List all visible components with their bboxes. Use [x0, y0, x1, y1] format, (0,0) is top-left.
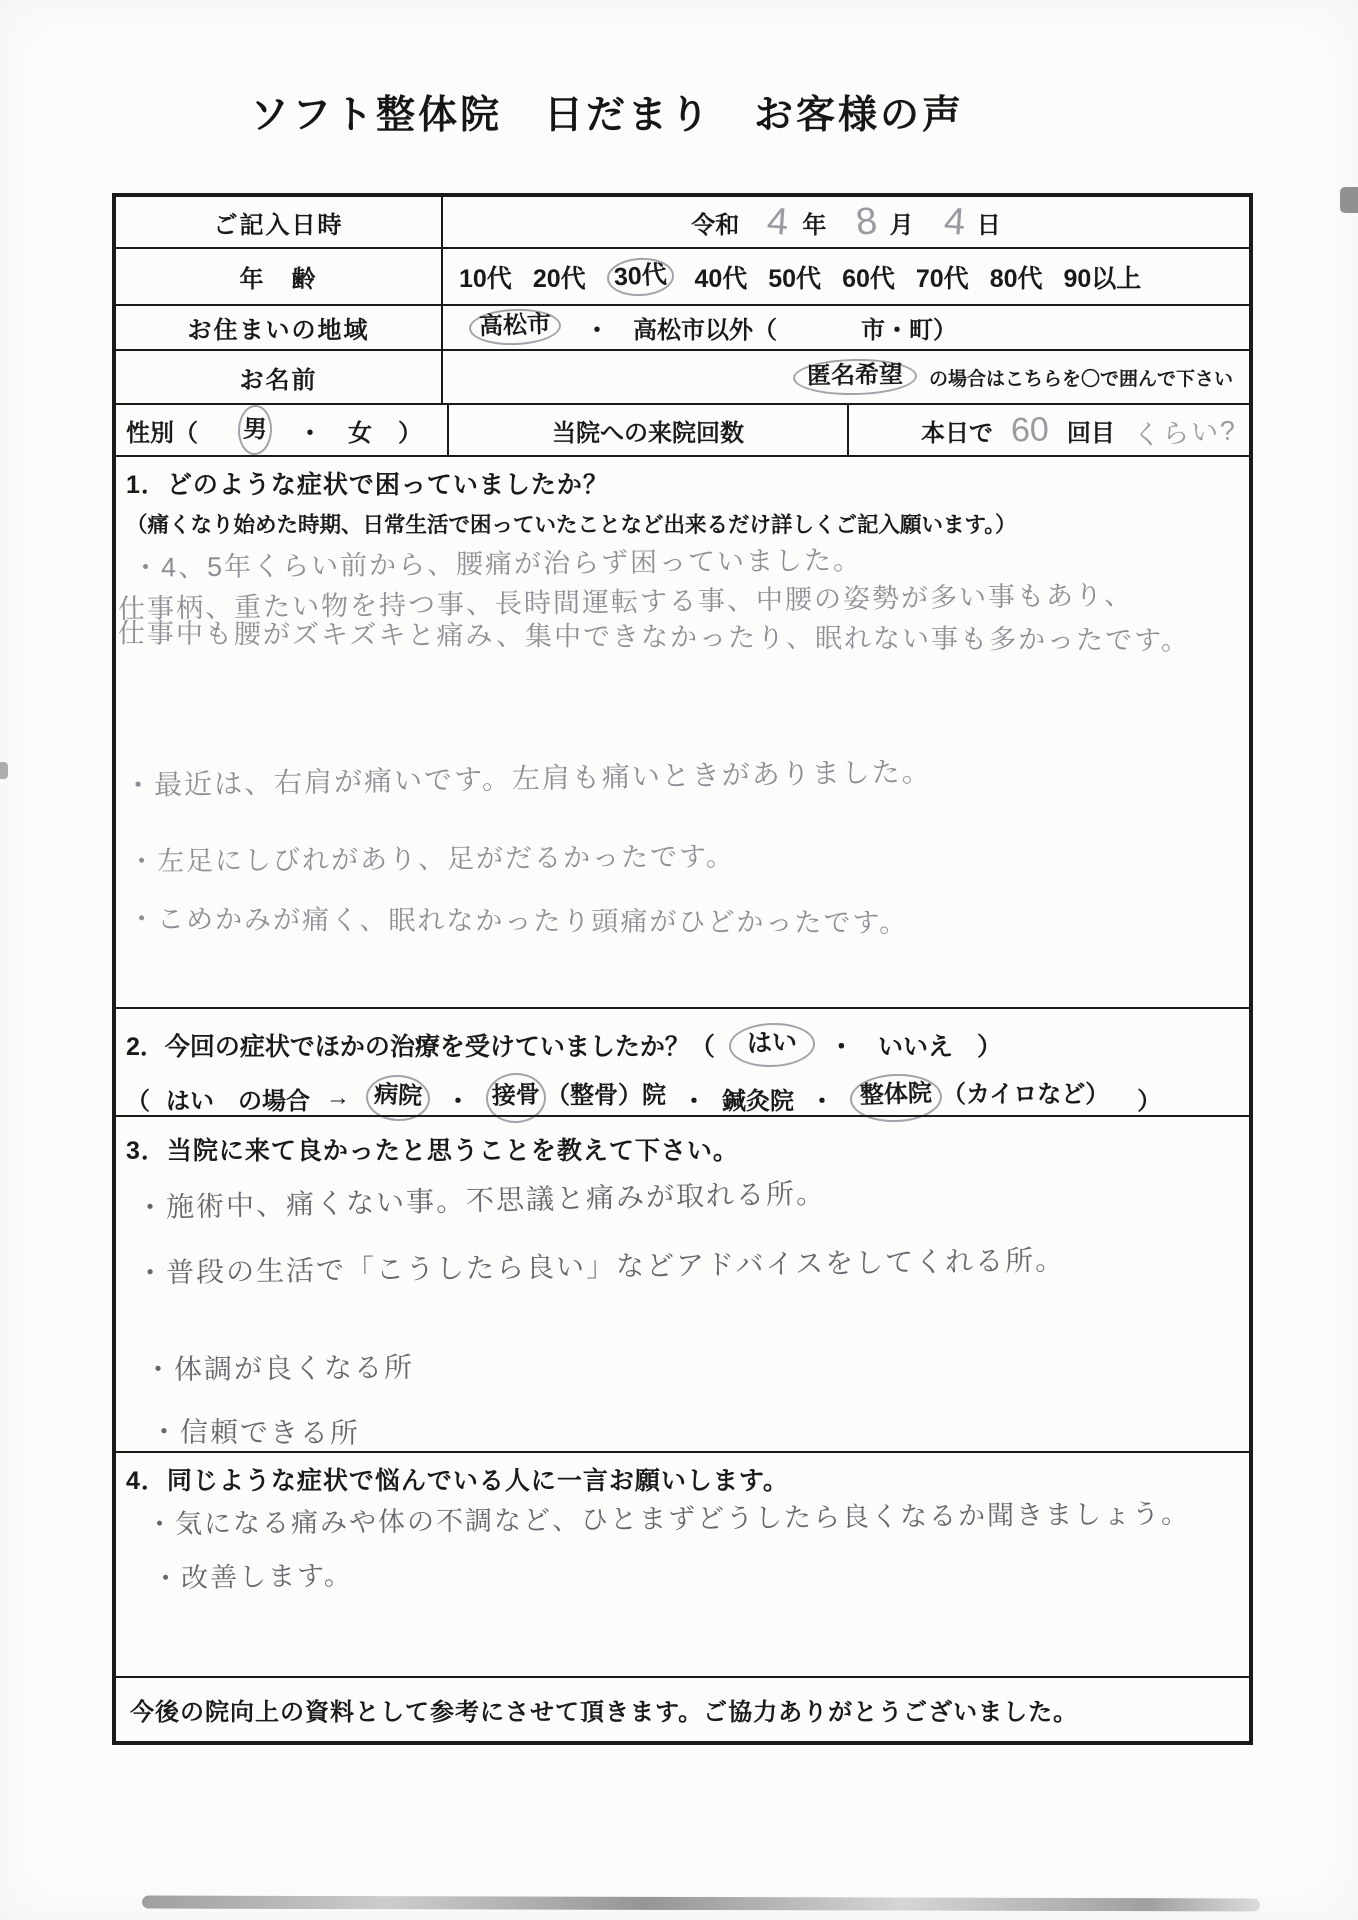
scan-edge-artifact: [1340, 187, 1358, 213]
gender-option-female: 女: [348, 419, 372, 447]
visits-prefix: 本日で: [921, 419, 993, 447]
q2-close: ）: [976, 1032, 1002, 1061]
q3-answer-line: ・信頼できる所: [149, 1416, 361, 1449]
row-date: [116, 197, 1249, 247]
month-value-handwritten: 8: [854, 199, 880, 244]
scan-edge-artifact: [0, 762, 8, 779]
age-option: 40代: [694, 264, 748, 293]
footer-note: 今後の院向上の資料として参考にさせて頂きます。ご協力ありがとうございました。: [130, 1699, 1079, 1726]
age-options: [443, 249, 1249, 304]
visits-unit: 回目: [1066, 419, 1115, 447]
gender-selected-circle: [237, 404, 273, 456]
q2-dot: ・: [828, 1032, 854, 1061]
area-dot: ・: [585, 317, 609, 344]
month-unit: 月: [889, 211, 914, 239]
feedback-table: [112, 193, 1253, 1745]
q2-sub-cond: はい の場合: [166, 1087, 310, 1115]
area-option-out-city: 高松市以外（: [633, 317, 777, 344]
row-name: [116, 349, 1249, 403]
age-option: 90以上: [1063, 264, 1142, 293]
age-option: 30代: [612, 260, 668, 292]
q2-bonesetter-tail: （整骨）院: [546, 1082, 666, 1109]
footer-row: [116, 1676, 1249, 1741]
date-value: [443, 197, 1249, 247]
age-option: 20代: [532, 264, 586, 293]
row-area: [116, 304, 1249, 349]
section-q3: [116, 1115, 1249, 1451]
q2-option-bonesetter: 接骨: [491, 1081, 541, 1110]
age-option: 10代: [459, 264, 512, 293]
section-q2: [116, 1007, 1249, 1115]
visits-value-cell: [849, 405, 1249, 455]
gender-field: [116, 405, 449, 455]
visits-count-handwritten: 60: [1010, 409, 1050, 450]
age-option: 80代: [989, 264, 1043, 293]
visits-label: 当院への来院回数: [552, 419, 744, 447]
q1-subtitle: （痛くなり始めた時期、日常生活で困っていたことなど出来るだけ詳しくご記入願います。）: [126, 513, 1017, 537]
date-label: ご記入日時: [116, 197, 443, 247]
day-value-handwritten: 4: [942, 199, 967, 244]
area-option-out-city-close: 市・町）: [861, 317, 957, 344]
q2-d3: ・: [810, 1087, 834, 1115]
row-gender-visits: [116, 403, 1249, 455]
visits-approx-handwritten: くらい?: [1132, 414, 1238, 451]
q2-option-seitai: 整体院: [859, 1079, 933, 1110]
page-title: ソフト整体院 日だまり お客様の声: [250, 94, 965, 137]
q3-answer-line: ・普段の生活で「こうしたら良い」などアドバイスをしてくれる所。: [135, 1244, 1066, 1289]
q1-answer-line: 仕事中も腰がズキズキと痛み、集中できなかったり、眠れない事も多かったです。: [117, 618, 1190, 656]
section-q1: [116, 455, 1249, 1007]
q1-answer-line: ・左足にしびれがあり、足がだるかったです。: [127, 841, 735, 877]
age-label: 年 齢: [116, 249, 443, 304]
q2-line1: [126, 1023, 1002, 1067]
q2-yes-selected-circle: [728, 1022, 815, 1068]
q2-sub-open: （: [126, 1087, 150, 1115]
visits-label-cell: [449, 405, 849, 455]
name-value: [443, 351, 1249, 403]
q1-answer-line: ・こめかみが痛く、眠れなかったり頭痛がひどかったです。: [127, 903, 909, 939]
section-q4: [116, 1451, 1249, 1676]
anonymous-option: 匿名希望: [806, 360, 904, 390]
q1-title: 1．どのような症状で困っていましたか？: [126, 471, 609, 499]
age-option: 50代: [768, 264, 822, 293]
q2-seitai-tail: （カイロなど）: [942, 1081, 1110, 1108]
age-option-selected-circle: [606, 256, 675, 297]
q4-answer-line: ・気になる痛みや体の不調など、ひとまずどうしたら良くなるか聞きましょう。: [145, 1498, 1191, 1540]
q4-title: 4．同じような症状で悩んでいる人に一言お願いします。: [126, 1467, 789, 1495]
q3-answer-line: ・施術中、痛くない事。不思議と痛みが取れる所。: [135, 1177, 827, 1224]
q4-answer-line: ・改善します。: [151, 1560, 354, 1594]
year-unit: 年: [802, 211, 827, 239]
q2-option-acupuncture: 鍼灸院: [722, 1087, 794, 1115]
gender-label-close: ）: [398, 419, 422, 447]
name-label: お名前: [116, 351, 443, 403]
q3-title: 3．当院に来て良かったと思うことを教えて下さい。: [126, 1137, 739, 1165]
day-unit: 日: [976, 211, 1001, 239]
q2-option-no: いいえ: [877, 1032, 953, 1061]
area-option-selected-circle: [468, 308, 561, 348]
q2-sub-close: ）: [1137, 1087, 1162, 1115]
q2-option-yes: はい: [746, 1028, 798, 1058]
scan-edge-artifact: [142, 1896, 1260, 1912]
anonymous-note: の場合はこちらを〇で囲んで下さい: [928, 368, 1233, 390]
age-option: 60代: [842, 264, 895, 293]
arrow-icon: →: [326, 1084, 350, 1112]
q1-answer-line: ・4、5年くらい前から、腰痛が治らず困っていました。: [131, 545, 863, 583]
area-label: お住まいの地域: [116, 306, 443, 349]
q2-option-hospital: 病院: [373, 1080, 423, 1111]
gender-label-open: 性別（: [126, 419, 198, 447]
gender-option-male: 男: [242, 415, 268, 444]
area-options: [443, 306, 1249, 349]
q1-answer-line: ・最近は、右肩が痛いです。左肩も痛いときがありました。: [123, 755, 933, 802]
year-value-handwritten: 4: [765, 199, 790, 244]
q3-answer-line: ・体調が良くなる所: [143, 1351, 415, 1386]
area-option-in-city: 高松市: [478, 311, 552, 341]
gender-dot: ・: [298, 419, 322, 447]
q2-title: 2．今回の症状でほかの治療を受けていましたか？（: [126, 1032, 715, 1061]
row-age: [116, 247, 1249, 304]
q2-d1: ・: [446, 1087, 470, 1115]
q2-d2: ・: [682, 1087, 706, 1115]
era-label: 令和: [691, 211, 740, 239]
anonymous-selected-circle: [793, 358, 918, 397]
q1-answer-line: 仕事柄、重たい物を持つ事、長時間運転する事、中腰の姿勢が多い事もあり、: [117, 579, 1134, 625]
age-option: 70代: [915, 264, 969, 293]
